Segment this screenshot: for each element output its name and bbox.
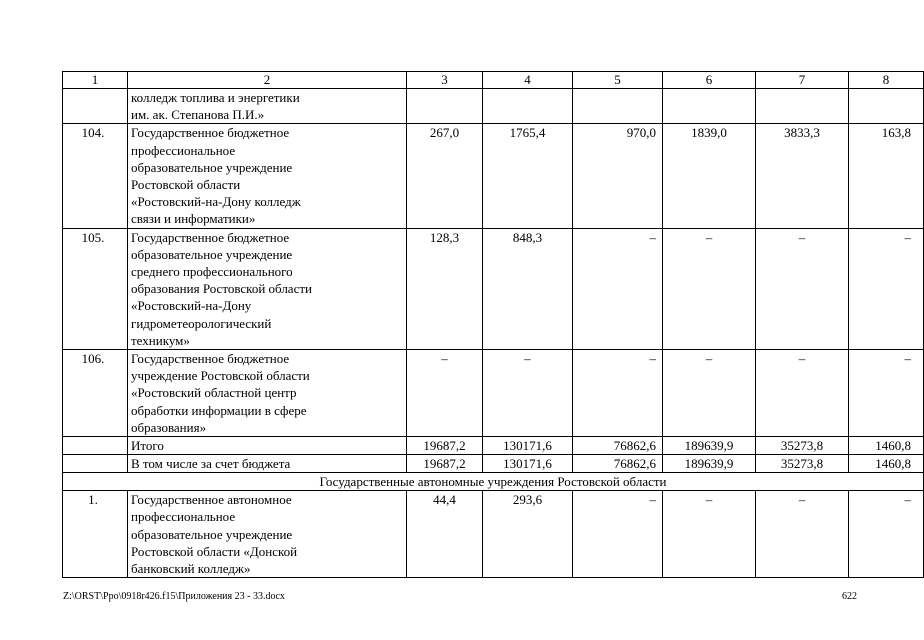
name-line: «Ростовский-на-Дону колледж — [131, 194, 301, 210]
name-line: образования Ростовской области — [131, 281, 312, 297]
value-cell: 35273,8 — [756, 455, 849, 473]
table-row — [63, 124, 924, 228]
value-cell: – — [663, 350, 756, 437]
value-cell: – — [849, 350, 924, 437]
column-number: 6 — [663, 72, 756, 89]
table-row — [63, 350, 924, 437]
row-number: 105. — [63, 228, 128, 349]
value-cell: 19687,2 — [407, 455, 483, 473]
total-row — [63, 437, 924, 455]
value-cell: 1460,8 — [849, 437, 924, 455]
institution-name — [128, 228, 407, 349]
name-line: Ростовской области «Донской — [131, 543, 298, 559]
table-body — [63, 72, 924, 578]
name-line: образовательное учреждение — [131, 159, 293, 175]
value-cell: 3833,3 — [756, 124, 849, 228]
value-cell: – — [663, 228, 756, 349]
section-title: Государственные автономные учреждения Ростовской области — [63, 473, 924, 491]
budget-table — [62, 71, 924, 578]
column-number: 3 — [407, 72, 483, 89]
value-cell: – — [573, 350, 663, 437]
name-line: Итого — [131, 438, 164, 454]
value-cell — [573, 89, 663, 124]
name-line: Ростовской области — [131, 177, 241, 193]
value-cell — [849, 89, 924, 124]
value-cell: – — [756, 228, 849, 349]
name-line: образовательное учреждение — [131, 526, 293, 542]
total-row — [63, 455, 924, 473]
institution-name — [128, 124, 407, 228]
row-number: 1. — [63, 491, 128, 578]
column-number: 4 — [483, 72, 573, 89]
value-cell: 1765,4 — [483, 124, 573, 228]
name-line: связи и информатики» — [131, 211, 256, 227]
name-line: «Ростовский областной центр — [131, 385, 297, 401]
value-cell: 76862,6 — [573, 437, 663, 455]
value-cell: 189639,9 — [663, 437, 756, 455]
value-cell — [407, 89, 483, 124]
value-cell: – — [756, 491, 849, 578]
name-line: гидрометеорологический — [131, 315, 272, 331]
name-line: Государственное автономное — [131, 492, 292, 508]
column-number: 7 — [756, 72, 849, 89]
value-cell: 128,3 — [407, 228, 483, 349]
file-path: Z:\ORST\Ppo\0918r426.f15\Приложения 23 - 33.docx — [63, 591, 285, 602]
value-cell: 267,0 — [407, 124, 483, 228]
name-line: В том числе за счет бюджета — [131, 456, 291, 472]
value-cell: – — [483, 350, 573, 437]
value-cell: – — [849, 228, 924, 349]
table-row — [63, 89, 924, 124]
institution-name — [128, 89, 407, 124]
row-number — [63, 455, 128, 473]
value-cell: – — [756, 350, 849, 437]
table-row — [63, 228, 924, 349]
name-line: обработки информации в сфере — [131, 402, 307, 418]
value-cell: 76862,6 — [573, 455, 663, 473]
name-line: среднего профессионального — [131, 264, 293, 280]
name-line: Государственное бюджетное — [131, 229, 290, 245]
value-cell: 848,3 — [483, 228, 573, 349]
section-row — [63, 473, 924, 491]
name-line: колледж топлива и энергетики — [131, 90, 300, 105]
name-line: им. ак. Степанова П.И.» — [131, 107, 265, 123]
value-cell: – — [663, 491, 756, 578]
value-cell: 130171,6 — [483, 437, 573, 455]
name-line: образовательное учреждение — [131, 246, 293, 262]
name-line: банковский колледж» — [131, 561, 251, 577]
value-cell — [663, 89, 756, 124]
row-number — [63, 437, 128, 455]
page-number: 622 — [842, 591, 857, 602]
table-row — [63, 491, 924, 578]
value-cell: 189639,9 — [663, 455, 756, 473]
institution-name — [128, 437, 407, 455]
value-cell: – — [573, 228, 663, 349]
value-cell: 35273,8 — [756, 437, 849, 455]
name-line: «Ростовский-на-Дону — [131, 298, 252, 314]
institution-name — [128, 491, 407, 578]
value-cell: – — [573, 491, 663, 578]
value-cell — [756, 89, 849, 124]
column-number: 2 — [128, 72, 407, 89]
name-line: образования» — [131, 419, 207, 435]
value-cell: 130171,6 — [483, 455, 573, 473]
name-line: профессиональное — [131, 509, 236, 525]
name-line: техникум» — [131, 332, 190, 348]
value-cell: 1460,8 — [849, 455, 924, 473]
column-number: 1 — [63, 72, 128, 89]
value-cell: 44,4 — [407, 491, 483, 578]
row-number: 106. — [63, 350, 128, 437]
column-number: 5 — [573, 72, 663, 89]
institution-name — [128, 455, 407, 473]
institution-name — [128, 350, 407, 437]
value-cell: 19687,2 — [407, 437, 483, 455]
name-line: Государственное бюджетное — [131, 125, 290, 141]
row-number — [63, 89, 128, 124]
value-cell: 163,8 — [849, 124, 924, 228]
value-cell: – — [407, 350, 483, 437]
value-cell: – — [849, 491, 924, 578]
name-line: учреждение Ростовской области — [131, 368, 310, 384]
name-line: Государственное бюджетное — [131, 351, 290, 367]
value-cell — [483, 89, 573, 124]
column-number-row — [63, 72, 924, 89]
column-number: 8 — [849, 72, 924, 89]
row-number: 104. — [63, 124, 128, 228]
name-line: профессиональное — [131, 142, 236, 158]
value-cell: 293,6 — [483, 491, 573, 578]
value-cell: 970,0 — [573, 124, 663, 228]
value-cell: 1839,0 — [663, 124, 756, 228]
